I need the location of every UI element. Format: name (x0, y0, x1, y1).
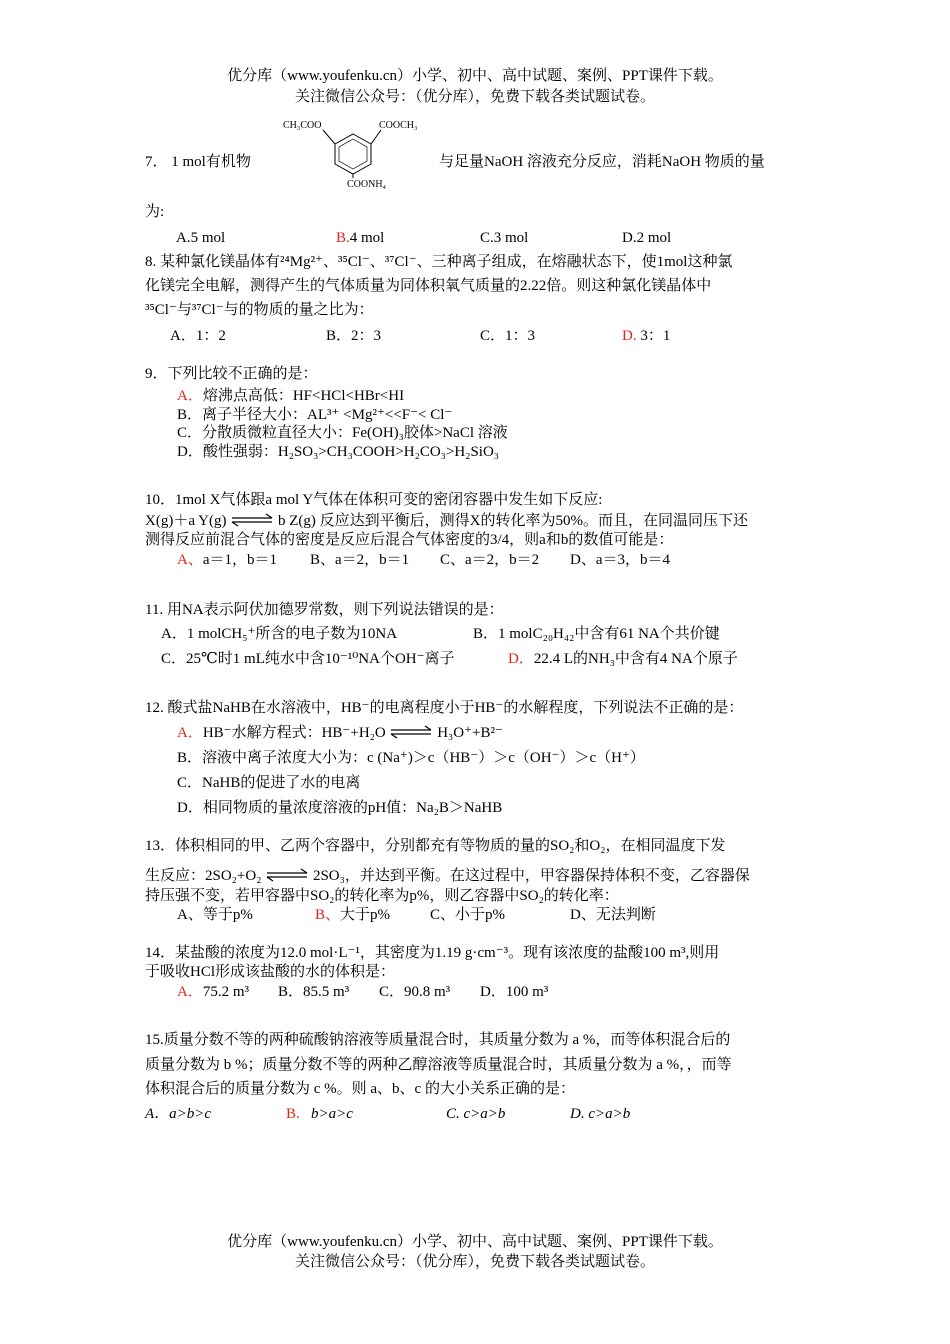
q7-prefix: 7． 1 mol有机物 (145, 154, 251, 170)
q7-tail: 为: (145, 204, 165, 220)
q13-line-2b: 2SO₃，并达到平衡。在这过程中，甲容器保持体积不变，乙容器保 (312, 868, 750, 884)
q10-option-a (177, 548, 277, 569)
struct-left-label: CH₃COO (283, 120, 322, 131)
q8-option-a: A．1：2 (170, 328, 226, 344)
q13-line-3: 持压强不变，若甲容器中SO₂的转化率为p%，则乙容器中SO₂的转化率： (145, 888, 619, 904)
q9-option-c: C．分散质微粒直径大小：Fe(OH)₃胶体>NaCl 溶液 (177, 425, 508, 441)
q15-option-c: C. c>a>b (446, 1106, 506, 1122)
struct-right-label: COOCH₃ (379, 120, 418, 131)
q8-option-b: B．2：3 (326, 328, 382, 344)
q11-stem: 11. 用NA表示阿伏加德罗常数，则下列说法错误的是： (145, 602, 504, 618)
q15-line-2: 质量分数为 b %；质量分数不等的两种乙醇溶液等质量混合时，其质量分数为 a %，，而等 (145, 1057, 732, 1073)
q10-line-2 (145, 509, 748, 530)
q13-option-d: D、无法判断 (570, 907, 656, 923)
q8-option-d-text: 3：1 (640, 328, 671, 344)
q13-line-1: 13．体积相同的甲、乙两个容器中，分别都充有等物质的量的SO₂和O₂，在相同温度下发 (145, 838, 726, 854)
q10-option-a-text: a＝1，b＝1 (202, 552, 278, 568)
q13-line-2a: 生反应：2SO₂+O₂ (145, 868, 262, 884)
equilibrium-arrow-icon (230, 513, 274, 527)
q10-option-b: B、a＝2，b＝1 (310, 552, 410, 568)
q12-option-d: D．相同物质的量浓度溶液的pH值：Na₂B＞NaHB (177, 800, 503, 816)
q10-option-d: D、a＝3，b＝4 (570, 552, 670, 568)
q12-option-a-text-2: H₃O⁺+B²⁻ (437, 725, 503, 741)
q9-option-d: D．酸性强弱：H₂SO₃>CH₃COOH>H₂CO₃>H₂SiO₃ (177, 444, 500, 460)
q11-option-b: B．1 molC₂₀H₄₂中含有61 NA个共价键 (473, 626, 720, 642)
q8-line-2: 化镁完全电解，测得产生的气体质量为同体积氧气质量的2.22倍。则这种氯化镁晶体中 (145, 278, 712, 294)
equilibrium-arrow-icon (265, 868, 309, 882)
q13-line-2 (145, 864, 750, 885)
q15-option-b-letter: B. (286, 1106, 300, 1122)
q12-option-a-text-1: HB⁻水解方程式：HB⁻+H₂O (202, 725, 386, 741)
q7-option-d: D.2 mol (622, 230, 672, 246)
q14-option-b: B．85.5 m³ (278, 984, 350, 1000)
structure-diagram (283, 116, 423, 192)
q12-option-a (177, 721, 503, 742)
equilibrium-arrow-icon (389, 725, 433, 739)
q9-option-a-letter: A． (177, 388, 203, 404)
q15-line-3: 体积混合后的质量分数为 c %。则 a、b、c 的大小关系正确的是： (145, 1081, 575, 1097)
q14-line-2: 于吸收HCl形成该盐酸的水的体积是： (145, 964, 396, 980)
q10-option-c: C、a＝2，b＝2 (440, 552, 540, 568)
q10-line-1: 10．1mol X气体跟a mol Y气体在体积可变的密闭容器中发生如下反应: (145, 492, 603, 508)
q12-option-c: C．NaHB的促进了水的电离 (177, 775, 361, 791)
q8-option-d (622, 324, 670, 348)
q14-option-c: C．90.8 m³ (379, 984, 451, 1000)
q10-option-a-letter: A、 (177, 552, 203, 568)
q11-option-d (508, 647, 738, 668)
footer-line-1: 优分库（www.youfenku.cn）小学、初中、高中试题、案例、PPT课件下载。 (227, 1234, 723, 1250)
q14-option-a (177, 980, 249, 1001)
q7-option-c: C.3 mol (480, 230, 529, 246)
q7-option-b-text: 4 mol (349, 230, 385, 246)
q15-option-b (286, 1102, 353, 1126)
q13-option-b (315, 903, 390, 924)
q11-option-c: C．25℃时1 mL纯水中含10⁻¹⁰NA个OH⁻离子 (161, 651, 455, 667)
q8-option-d-letter: D. (622, 328, 637, 344)
q11-option-d-text: 22.4 L的NH₃中含有4 NA个原子 (533, 651, 738, 667)
q7-option-a: A.5 mol (176, 230, 226, 246)
q15-line-1: 15.质量分数不等的两种硫酸钠溶液等质量混合时，其质量分数为 a %，而等体积混合后的 (145, 1032, 731, 1048)
header-line-2: 关注微信公众号：（优分库），免费下载各类试题试卷。 (294, 89, 655, 105)
q7-suffix: 与足量NaOH 溶液充分反应，消耗NaOH 物质的量 (439, 154, 765, 170)
header-line-1: 优分库（www.youfenku.cn）小学、初中、高中试题、案例、PPT课件下载。 (227, 68, 723, 84)
q12-option-b: B．溶液中离子浓度大小为：c (Na⁺)＞c（HB⁻）＞c（OH⁻）＞c（H⁺） (177, 750, 645, 766)
q15-option-b-text: b>a>c (311, 1106, 353, 1122)
q15-option-d: D. c>a>b (570, 1106, 631, 1122)
q9-stem: 9．下列比较不正确的是： (145, 366, 318, 382)
q12-stem: 12. 酸式盐NaHB在水溶液中，HB⁻的电离程度小于HB⁻的水解程度，下列说法不正确的是： (145, 700, 744, 716)
q14-option-a-letter: A． (177, 984, 203, 1000)
q10-line-2b: b Z(g) 反应达到平衡后，测得X的转化率为50%。而且，在同温同压下还 (278, 513, 748, 529)
q14-line-1: 14．某盐酸的浓度为12.0 mol·L⁻¹，其密度为1.19 g·cm⁻³。现有该浓度的盐酸100 m³,则用 (145, 945, 720, 961)
q8-line-3: ³⁵Cl⁻与³⁷Cl⁻与的物质的量之比为： (145, 302, 374, 318)
q13-option-b-letter: B、 (315, 907, 341, 923)
q11-option-d-letter: D． (508, 651, 534, 667)
q11-option-a: A．1 molCH₅⁺所含的电子数为10NA (161, 626, 398, 642)
q9-option-b: B．离子半径大小：AL³⁺ <Mg²⁺<<F⁻< Cl⁻ (177, 407, 453, 423)
struct-bottom-label: COONH₄ (347, 179, 387, 190)
q10-line-2a: X(g)＋a Y(g) (145, 513, 227, 529)
q14-option-a-text: 75.2 m³ (202, 984, 250, 1000)
q8-option-c: C．1：3 (480, 328, 536, 344)
q15-option-a: A．a>b>c (145, 1106, 212, 1122)
q9-option-a-text: 熔沸点高低：HF<HCl<HBr<HI (202, 388, 405, 404)
q13-option-a: A、等于p% (177, 907, 253, 923)
q10-line-3: 测得反应前混合气体的密度是反应后混合气体密度的3/4，则a和b的数值可能是： (145, 532, 674, 548)
q9-option-a (177, 384, 404, 405)
q7-option-b (336, 226, 384, 250)
q8-line-1: 8. 某种氯化镁晶体有²⁴Mg²⁺、³⁵Cl⁻、³⁷Cl⁻、三种离子组成，在熔融状态下，使1mol这种氯 (145, 254, 733, 270)
q13-option-b-text: 大于p% (340, 907, 391, 923)
q13-option-c: C、小于p% (430, 907, 506, 923)
q7-option-b-letter: B. (336, 230, 350, 246)
footer-line-2: 关注微信公众号：（优分库），免费下载各类试题试卷。 (294, 1254, 655, 1270)
q12-option-a-letter: A． (177, 725, 203, 741)
q14-option-d: D．100 m³ (480, 984, 549, 1000)
